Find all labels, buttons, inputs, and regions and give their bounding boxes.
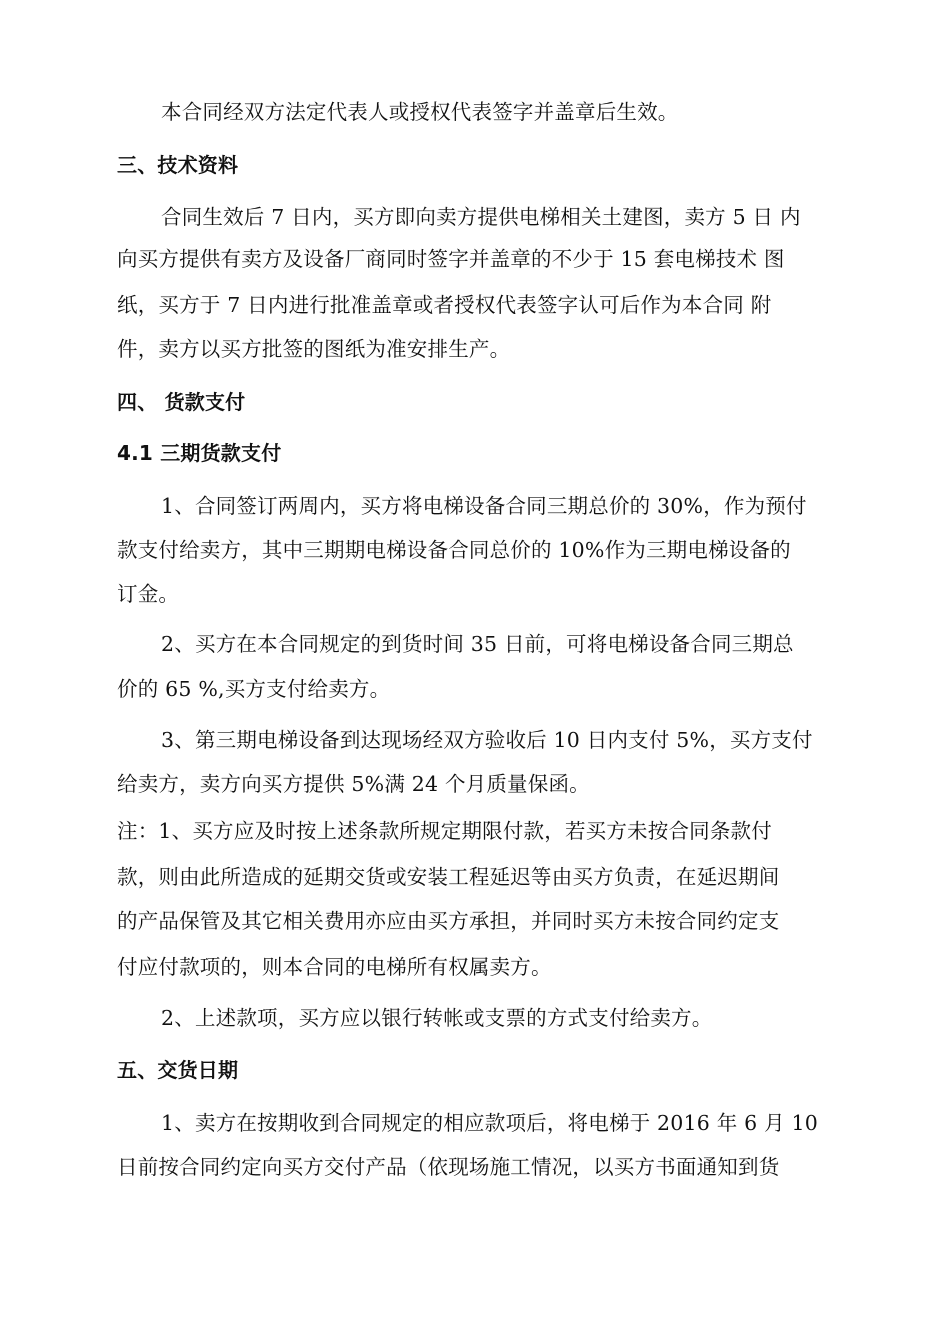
- paragraph-line: 给卖方，卖方向买方提供 5%满 24 个月质量保函。: [117, 772, 590, 796]
- subsection-heading-phase3-payment: 4.1 三期货款支付: [117, 441, 282, 465]
- paragraph-line: 价的 65 %,买方支付给卖方。: [117, 677, 391, 701]
- section-heading-technical-docs: 三、技术资料: [117, 153, 239, 177]
- paragraph-line: 件，卖方以买方批签的图纸为准安排生产。: [117, 337, 511, 361]
- note-line: 注：1、买方应及时按上述条款所规定期限付款，若买方未按合同条款付: [117, 819, 772, 843]
- paragraph-line: 日前按合同约定向买方交付产品（依现场施工情况，以买方书面通知到货: [117, 1155, 780, 1179]
- paragraph-line: 1、卖方在按期收到合同规定的相应款项后，将电梯于 2016 年 6 月 10: [161, 1111, 819, 1135]
- paragraph-line: 向买方提供有卖方及设备厂商同时签字并盖章的不少于 15 套电梯技术 图: [117, 247, 785, 271]
- section-heading-delivery-date: 五、交货日期: [117, 1058, 239, 1082]
- paragraph-line: 款支付给卖方，其中三期期电梯设备合同总价的 10%作为三期电梯设备的: [117, 538, 791, 562]
- paragraph-line: 3、第三期电梯设备到达现场经双方验收后 10 日内支付 5%，买方支付: [161, 728, 813, 752]
- paragraph-line: 纸，买方于 7 日内进行批准盖章或者授权代表签字认可后作为本合同 附: [117, 293, 772, 317]
- paragraph-line: 2、买方在本合同规定的到货时间 35 日前，可将电梯设备合同三期总: [161, 632, 794, 656]
- note-line: 的产品保管及其它相关费用亦应由买方承担，并同时买方未按合同约定支: [117, 909, 780, 933]
- effect-clause: 本合同经双方法定代表人或授权代表签字并盖章后生效。: [161, 100, 679, 124]
- paragraph-line: 1、合同签订两周内，买方将电梯设备合同三期总价的 30%，作为预付: [161, 494, 807, 518]
- section-heading-payment: 四、 货款支付: [117, 390, 246, 414]
- paragraph-line: 合同生效后 7 日内，买方即向卖方提供电梯相关土建图，卖方 5 日 内: [161, 205, 801, 229]
- note-line: 付应付款项的，则本合同的电梯所有权属卖方。: [117, 955, 552, 979]
- paragraph-line: 2、上述款项，买方应以银行转帐或支票的方式支付给卖方。: [161, 1006, 713, 1030]
- paragraph-line: 订金。: [117, 582, 180, 606]
- note-line: 款，则由此所造成的延期交货或安装工程延迟等由买方负责，在延迟期间: [117, 865, 780, 889]
